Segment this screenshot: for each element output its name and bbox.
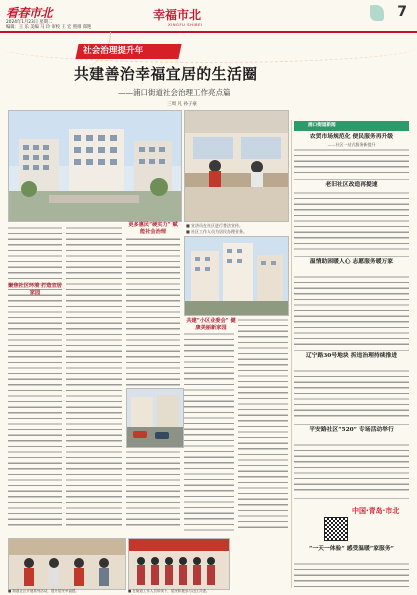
article-column-2	[66, 226, 122, 534]
sub-headline: ——浦口街道社会治理工作亮点篇	[118, 88, 231, 97]
sidebar-item-title-4: 辽宁路30号地块 拆违治理持续推进	[305, 353, 398, 359]
article-subhead-mid2: 共建“小区业委会” 健康美丽新家园	[184, 318, 238, 331]
sidebar-item-body-5	[294, 443, 409, 495]
section-title: 幸福市北	[153, 8, 202, 22]
article-column-1	[8, 226, 62, 534]
qr-code-icon	[324, 517, 348, 541]
sidebar-item-title-5: 平安路社区“520” 专场活动举行	[309, 427, 394, 433]
sidebar-divider-5	[294, 498, 409, 499]
sidebar-item-body-3	[294, 275, 409, 347]
sidebar-divider-4	[294, 424, 409, 425]
photo-community-blocks	[184, 236, 289, 316]
article-column-5	[238, 318, 288, 534]
photo-parking-cars	[126, 388, 184, 448]
sidebar-divider-3	[294, 350, 409, 351]
article-column-3	[126, 226, 180, 534]
photo-caption-service-1: ■ 宣讲员在社区进行普法宣传。	[186, 223, 244, 228]
issue-date: 2024年1月23日 星期二	[6, 20, 53, 25]
sidebar-item-title-2: 老旧社区改造再提速	[325, 182, 378, 188]
sidebar-item-title-1: 农贸市场规范化 便民服务再升级	[309, 134, 394, 140]
sidebar-divider-2	[294, 256, 409, 257]
page-number: 7	[397, 4, 407, 20]
sidebar-header: 浦口街道新闻	[294, 121, 409, 131]
sidebar-item-body-1	[294, 148, 409, 176]
main-headline: 共建善治幸福宜居的生活圈	[74, 66, 258, 83]
sidebar-divider-1	[294, 179, 409, 180]
photo-caption-bottom-mid: ■ 在街道工作人员带领下，居民积极参与社区共建。	[128, 589, 210, 593]
section-logo-icon	[370, 5, 384, 21]
sidebar-item-title-3: 温情助困暖人心 志愿服务暖万家	[309, 259, 394, 265]
byline: 三周 凡 孙子豪	[167, 102, 197, 107]
topic-banner: 社会治理提升年	[75, 44, 181, 59]
article-subhead-left: 聚焦社区环境 打造宜居家园	[8, 283, 62, 296]
date-line	[6, 20, 116, 31]
section-subtitle: XINGFU SHIBEI	[168, 22, 203, 27]
photo-service-hall	[184, 110, 289, 222]
sidebar-item-body-2	[294, 191, 409, 253]
article-subhead-mid1: 更多惠民“硬实力” 赋能社会治理	[126, 222, 180, 235]
city-logo: 中国·青岛·市北	[352, 507, 400, 515]
editor-credits: 编辑：王 乐 美编 马 玲 审校 王 宏 照排 郑艳	[6, 25, 92, 31]
sidebar-item-body-6	[294, 562, 409, 588]
photo-caption-service-2: ■ 社区工作人员为居民办理业务。	[186, 229, 248, 234]
photo-community-activity	[8, 538, 126, 590]
sidebar-item-sub-1: ——社区一站式服务新提升	[327, 142, 376, 147]
sidebar-item-title-6: “一天一体验” 感受温暖“家服务”	[309, 546, 394, 552]
photo-residential-building	[8, 110, 182, 222]
article-column-4	[184, 332, 234, 534]
photo-caption-bottom-left: ■ 街道社区开展系列活动，提升居民幸福感。	[8, 589, 79, 593]
newspaper-logo: 看春市北	[6, 6, 53, 20]
photo-group-residents	[128, 538, 230, 590]
decorative-arc-2	[0, 32, 417, 63]
sidebar-item-body-4	[294, 369, 409, 421]
